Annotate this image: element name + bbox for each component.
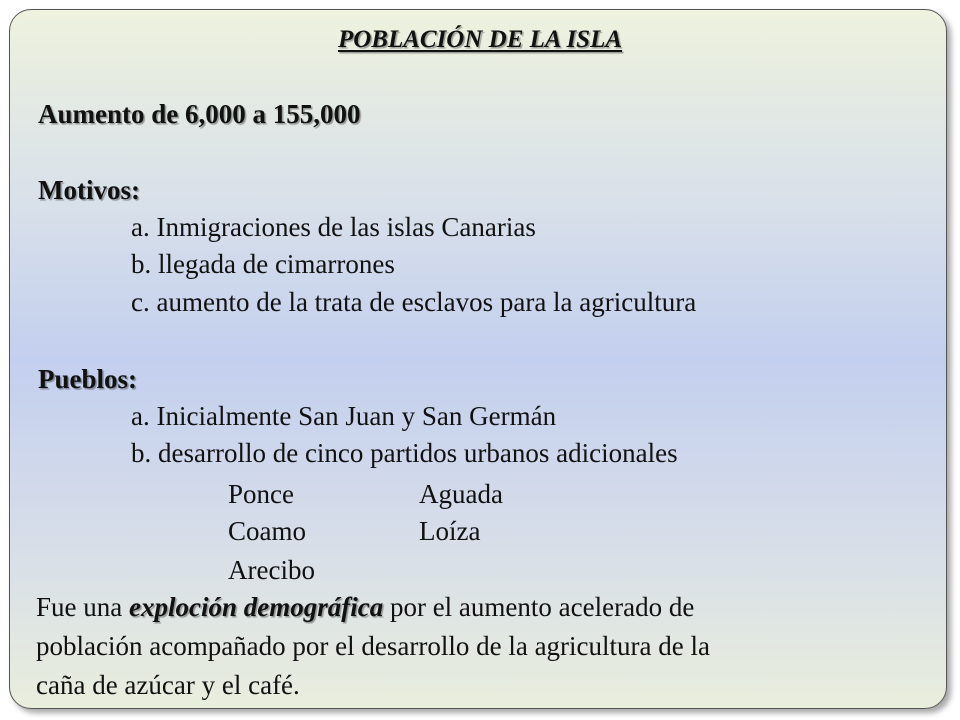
town-ponce: Ponce [228,479,294,509]
town-arecibo: Arecibo [228,555,315,585]
slide-title: POBLACIÓN DE LA ISLA [337,26,623,53]
motivo-item-a: a. Inmigraciones de las islas Canarias [131,212,536,242]
motivo-item-c: c. aumento de la trata de esclavos para la agricultura [131,287,697,317]
pueblo-item-a: a. Inicialmente San Juan y San Germán [131,401,557,431]
pueblo-item-b: b. desarrollo de cinco partidos urbanos adicionales [131,438,678,468]
motivos-heading: Motivos: [38,175,140,205]
conclusion-prefix: Fue una [36,592,129,622]
conclusion-line-3: caña de azúcar y el café. [36,670,300,700]
pueblos-heading: Pueblos: [38,364,138,394]
town-loiza: Loíza [419,516,481,546]
population-increase: Aumento de 6,000 a 155,000 [38,99,361,129]
town-aguada: Aguada [419,479,503,509]
conclusion-line-1 [36,591,694,623]
town-coamo: Coamo [228,516,306,546]
conclusion-rest: por el aumento acelerado de [383,592,695,622]
conclusion-line-2: población acompañado por el desarrollo de la agricultura de la [36,631,710,661]
conclusion-emphasis: exploción demográfica [128,592,384,622]
motivo-item-b: b. llegada de cimarrones [131,249,395,279]
